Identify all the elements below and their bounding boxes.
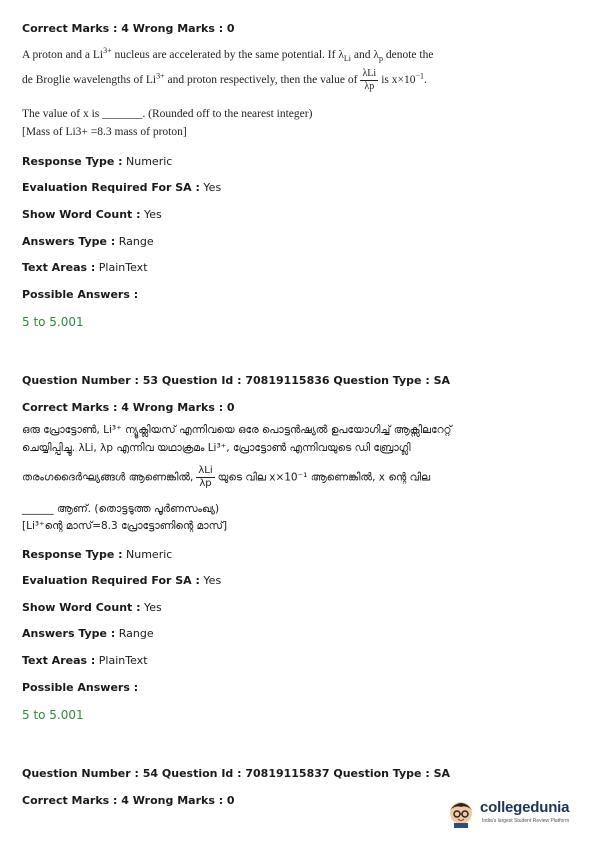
q52-text-line2: de Broglie wavelengths of $Li^{3+}$ and proton respectively, then the value of $\frac{\text{λLi}}{\lambda p}$ is $x\times 10^{-1}$. — [22, 68, 427, 92]
q53-ml-line3: തരംഗദൈർഘ്യങ്ങൾ ആണെങ്കിൽ, $\frac{\text{λLi}}{\lambda p}$ യുടെ വില x×10⁻¹ ആണെങ്കിൽ, x ന്റെ വില — [22, 465, 431, 489]
q52-text-line4: [Mass of Li3+ =8.3 mass of proton] — [22, 126, 187, 138]
q52-evaluation-required: Evaluation Required For SA : Yes — [22, 181, 222, 194]
q53-ml-line2: ചെയ്യിപ്പിച്ചു. λLi, λp എന്നിവ യഥാക്രമം Li³⁺, പ്രോട്ടോൺ എന്നിവയുടെ ഡി ബ്രോഗ്ലി — [22, 442, 411, 454]
q54-marks: Correct Marks : 4 Wrong Marks : 0 — [22, 794, 235, 807]
q53-possible-answers-label: Possible Answers : — [22, 681, 139, 694]
mascot-icon — [446, 796, 476, 828]
collegedunia-logo — [446, 794, 581, 832]
q53-possible-answer: 5 to 5.001 — [22, 708, 84, 722]
q53-text-areas: Text Areas : PlainText — [22, 654, 148, 667]
logo-tagline: India's largest Student Review Platform — [482, 818, 570, 824]
q52-text-line1: A proton and a $Li^{3+}$ nucleus are accelerated by the same potential. If $\lambda_{Li}$ and $\lambda_p$ denote the — [22, 46, 434, 64]
q54-header: Question Number : 54 Question Id : 70819115837 Question Type : SA — [22, 767, 451, 780]
q53-ml-line1: ഒരു പ്രോട്ടോൺ, Li³⁺ ന്യൂക്ലിയസ് എന്നിവയെ ഒരേ പൊട്ടൻഷ്യൽ ഉപയോഗിച്ച് ആക്സിലറേറ്റ് — [22, 424, 452, 436]
q53-marks: Correct Marks : 4 Wrong Marks : 0 — [22, 401, 235, 414]
q52-show-word-count: Show Word Count : Yes — [22, 208, 162, 221]
q52-possible-answers-label: Possible Answers : — [22, 288, 139, 301]
q53-response-type: Response Type : Numeric — [22, 548, 173, 561]
q53-ml-line5: [Li³⁺ന്റെ മാസ്=8.3 പ്രോട്ടോണിന്റെ മാസ്] — [22, 520, 228, 532]
q52-fraction: $\frac{\text{λLi}}{\lambda p}$ — [362, 68, 377, 92]
q52-answers-type: Answers Type : Range — [22, 235, 154, 248]
q53-answers-type: Answers Type : Range — [22, 627, 154, 640]
q52-possible-answer: 5 to 5.001 — [22, 315, 84, 329]
q53-evaluation-required: Evaluation Required For SA : Yes — [22, 574, 222, 587]
q53-fraction: $\frac{\text{λLi}}{\lambda p}$ — [198, 465, 213, 489]
q52-text-areas: Text Areas : PlainText — [22, 261, 148, 274]
q53-ml-line4: ______ ആണ്. (തൊട്ടടുത്ത പൂർണസംഖ്യ) — [22, 503, 220, 515]
q52-text-line3: The value of x is _______. (Rounded off to the nearest integer) — [22, 108, 313, 120]
q52-response-type: Response Type : Numeric — [22, 155, 173, 168]
q53-header: Question Number : 53 Question Id : 70819115836 Question Type : SA — [22, 374, 451, 387]
logo-name: collegedunia — [480, 799, 570, 816]
q53-show-word-count: Show Word Count : Yes — [22, 601, 162, 614]
q52-marks: Correct Marks : 4 Wrong Marks : 0 — [22, 22, 235, 35]
